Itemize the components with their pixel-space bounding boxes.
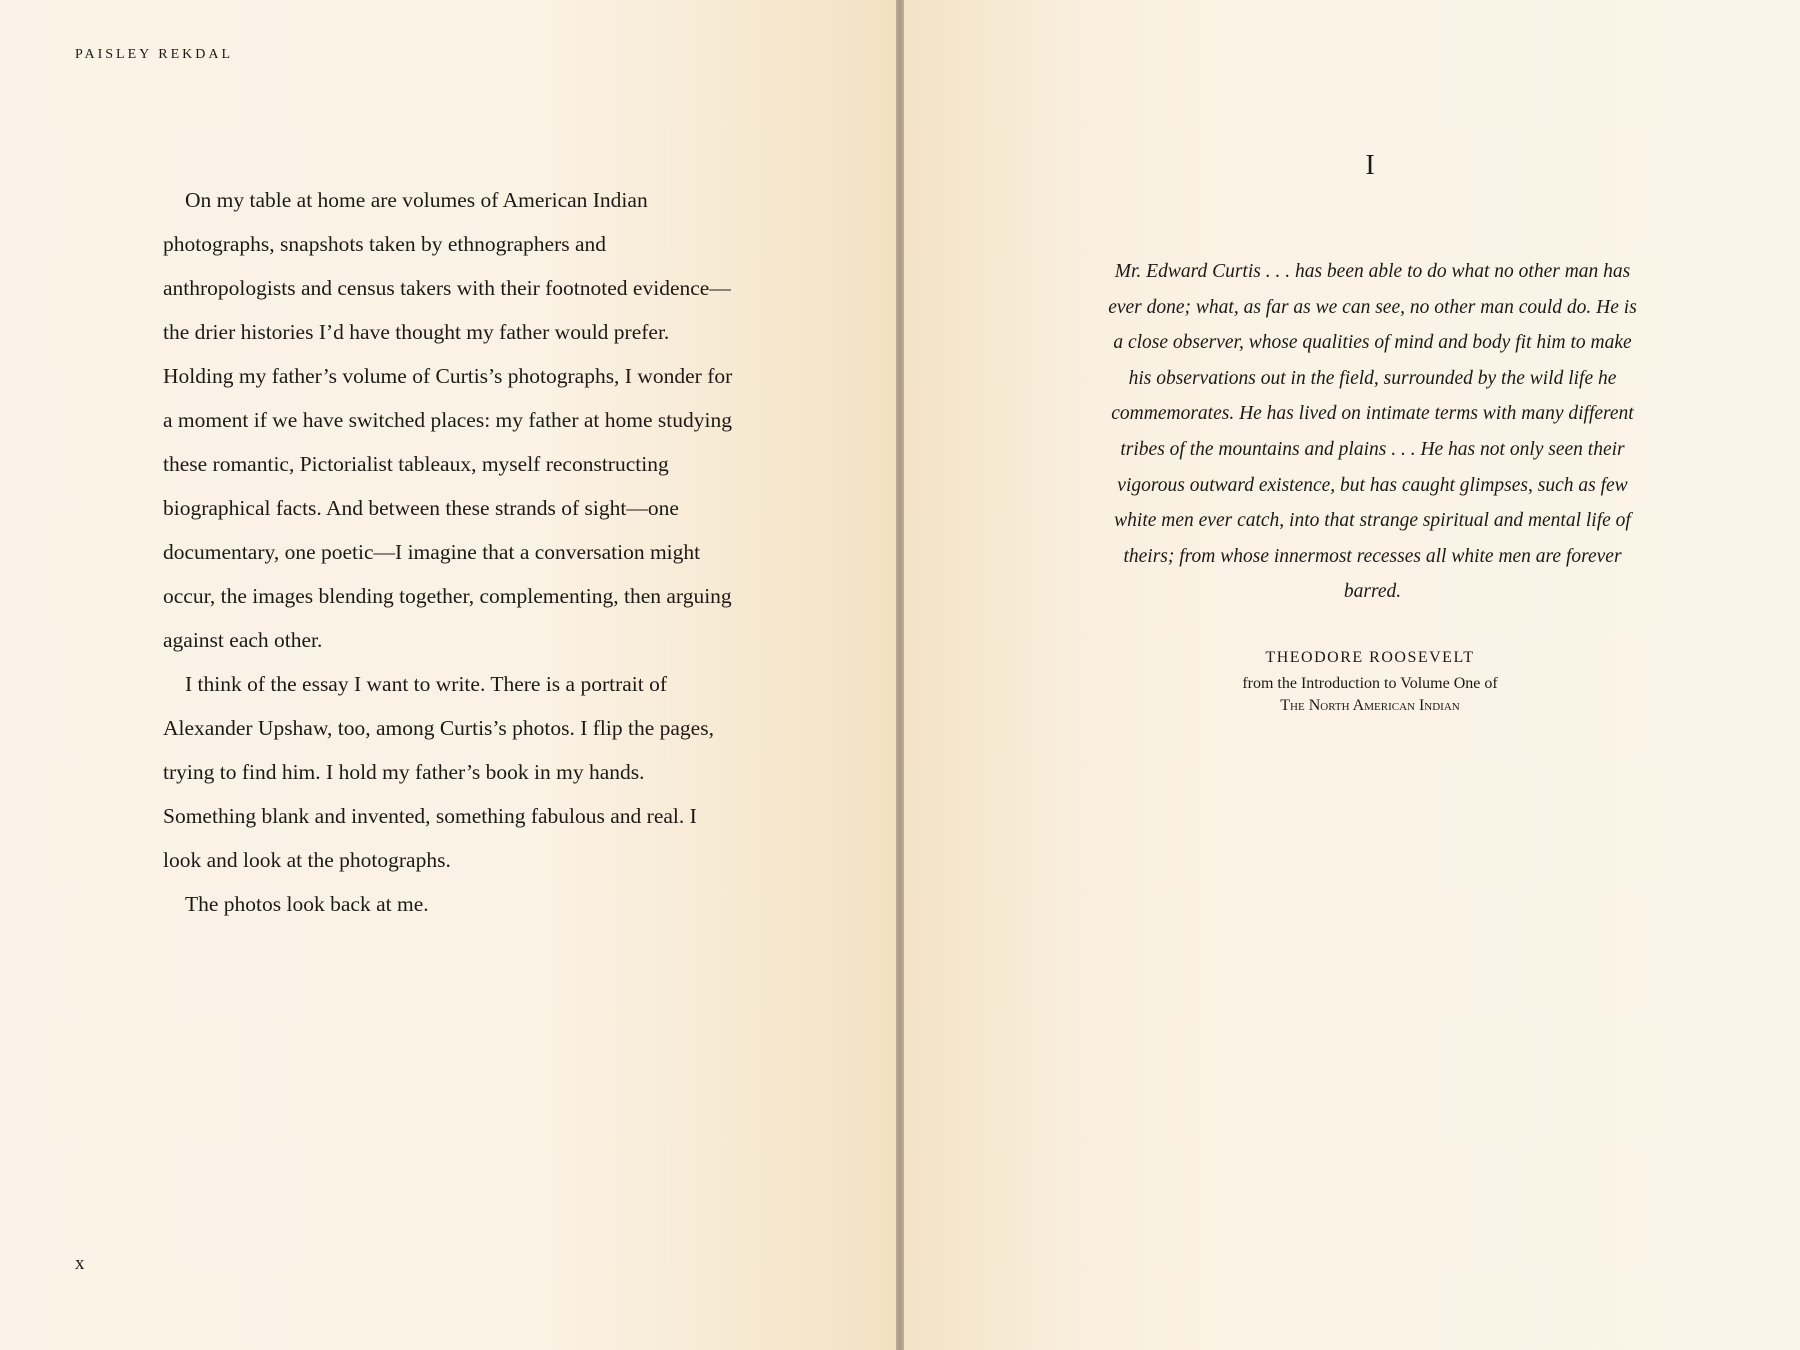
- book-gutter: [896, 0, 904, 1350]
- body-text: [163, 178, 738, 926]
- running-head: PAISLEY REKDAL: [75, 47, 234, 62]
- attribution-source: from the Introduction to Volume One of: [1242, 675, 1498, 692]
- epigraph-attribution: [1170, 649, 1570, 717]
- page-number: x: [75, 1253, 85, 1274]
- section-number: I: [1365, 150, 1375, 181]
- left-page: [0, 0, 898, 1350]
- paragraph: I think of the essay I want to write. There is a portrait of Alexander Upshaw, too, among Curtis’s photos. I flip the pages, trying to find him. I hold my father’s book in my hands. Something blank and invented, something fabulous and real. I look and look at the photographs.: [163, 672, 714, 872]
- attribution-name: THEODORE ROOSEVELT: [1265, 649, 1475, 666]
- paragraph: The photos look back at me.: [185, 892, 429, 916]
- epigraph: Mr. Edward Curtis . . . has been able to do what no other man has ever done; what, as far as we can see, no other man could do. He is a close observer, whose qualities of mind and body fit him to make his observations out in the field, surrounded by the wild life he commemorates. He has lived on intimate terms with many different tribes of the mountains and plains . . . He has not only seen their vigorous outward existence, but has caught glimpses, such as few white men ever catch, into that strange spiritual and mental life of theirs; from whose innermost recesses all white men are forever barred.: [1108, 261, 1637, 603]
- attribution-book-title: The North American Indian: [1280, 697, 1460, 714]
- paragraph: On my table at home are volumes of American Indian photographs, snapshots taken by ethnographers and anthropologists and census takers with their footnoted evidence—the drier histories I’d have thought my father would prefer. Holding my father’s volume of Curtis’s photographs, I wonder for a moment if we have switched places: my father at home studying these romantic, Pictorialist tableaux, myself reconstructing biographical facts. And between these strands of sight—one documentary, one poetic—I imagine that a conversation might occur, the images blending together, complementing, then arguing against each other.: [163, 188, 733, 652]
